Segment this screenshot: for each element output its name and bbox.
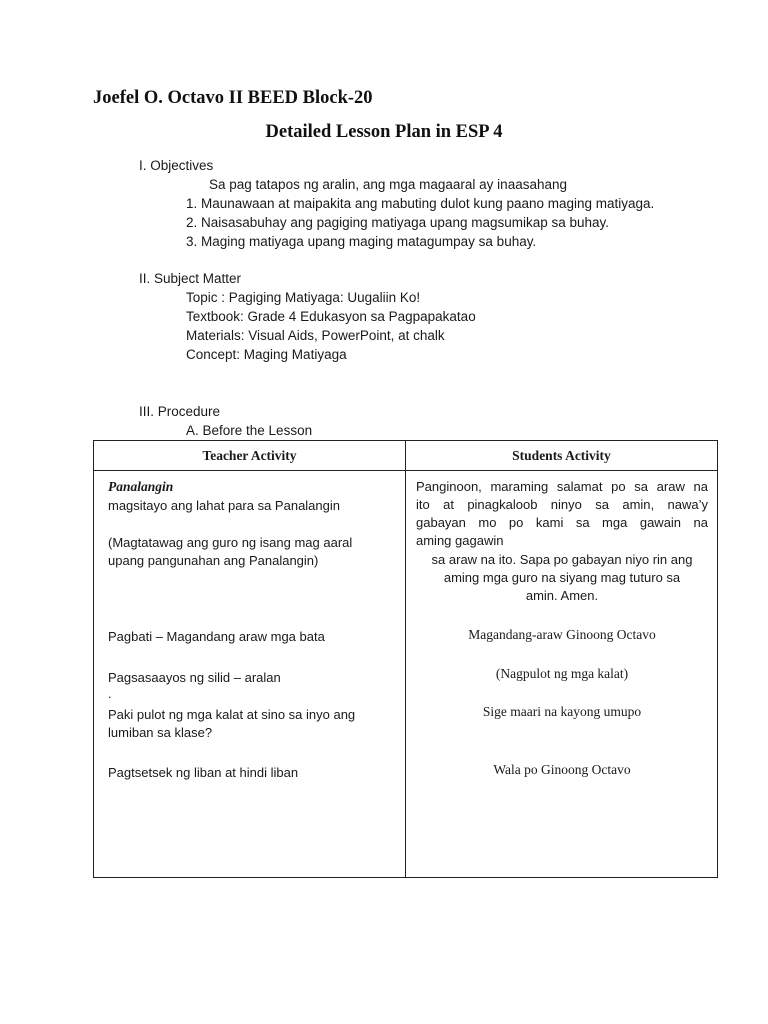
student-response: (Nagpulot ng mga kalat) <box>495 666 629 681</box>
teacher-activity-header: Teacher Activity <box>94 441 406 471</box>
teacher-line: Pagbati – Magandang araw mga bata <box>108 629 325 644</box>
teacher-line: lumiban sa klase? <box>108 725 213 740</box>
prayer-line: Panginoon, maraming salamat po sa araw na <box>416 479 708 494</box>
students-activity-header: Students Activity <box>406 441 718 471</box>
teacher-line: (Magtatawag ang guro ng isang mag aaral <box>108 535 353 550</box>
objective-item: 2. Naisasabuhay ang pagiging matiyaga upang magsumikap sa buhay. <box>186 215 610 230</box>
teacher-activity-cell <box>94 471 406 878</box>
objective-item: 3. Maging matiyaga upang maging matagumpay sa buhay. <box>186 234 537 249</box>
subject-matter-heading: II. Subject Matter <box>139 271 242 286</box>
teacher-line: Paki pulot ng mga kalat at sino sa inyo ang <box>108 707 356 722</box>
subject-materials: Materials: Visual Aids, PowerPoint, at chalk <box>186 328 445 343</box>
prayer-line: aming gagawin <box>416 533 504 548</box>
panalangin-label: Panalangin <box>108 479 174 494</box>
subject-textbook: Textbook: Grade 4 Edukasyon sa Pagpapakatao <box>186 309 476 324</box>
procedure-heading: III. Procedure <box>139 404 221 419</box>
prayer-line: ito at pinagkaloob ninyo sa amin, nawa’y <box>416 497 708 512</box>
teacher-line: upang pangunahan ang Panalangin) <box>108 553 319 568</box>
table-header-row <box>94 441 718 471</box>
prayer-line: aming mga guro na siyang mag tuturo sa <box>443 570 681 585</box>
student-response: Wala po Ginoong Octavo <box>493 762 631 777</box>
prayer-line: sa araw na ito. Sapa po gabayan niyo rin ang <box>431 552 693 567</box>
teacher-line: Pagtsetsek ng liban at hindi liban <box>108 765 299 780</box>
teacher-line: Pagsasaayos ng silid – aralan <box>108 670 281 685</box>
author-line: Joefel O. Octavo II BEED Block-20 <box>93 88 373 108</box>
prayer-line: gabayan mo po kami sa mga gawain na <box>416 515 708 530</box>
subject-topic: Topic : Pagiging Matiyaga: Uugaliin Ko! <box>186 290 421 305</box>
document-title: Detailed Lesson Plan in ESP 4 <box>265 122 503 142</box>
activity-table <box>93 440 718 878</box>
student-response: Sige maari na kayong umupo <box>482 704 642 719</box>
teacher-line: magsitayo ang lahat para sa Panalangin <box>108 498 340 513</box>
student-response: Magandang-araw Ginoong Octavo <box>468 627 656 642</box>
teacher-line: . <box>108 686 112 701</box>
subject-concept: Concept: Maging Matiyaga <box>186 347 347 362</box>
objective-item: 1. Maunawaan at maipakita ang mabuting dulot kung paano maging matiyaga. <box>186 196 655 211</box>
students-activity-cell <box>406 471 718 878</box>
objectives-heading: I. Objectives <box>139 158 214 173</box>
procedure-subheading: A. Before the Lesson <box>186 423 313 438</box>
table-row <box>94 471 718 878</box>
prayer-line: amin. Amen. <box>525 588 599 603</box>
objectives-intro: Sa pag tatapos ng aralin, ang mga magaaral ay inaasahang <box>209 177 568 192</box>
